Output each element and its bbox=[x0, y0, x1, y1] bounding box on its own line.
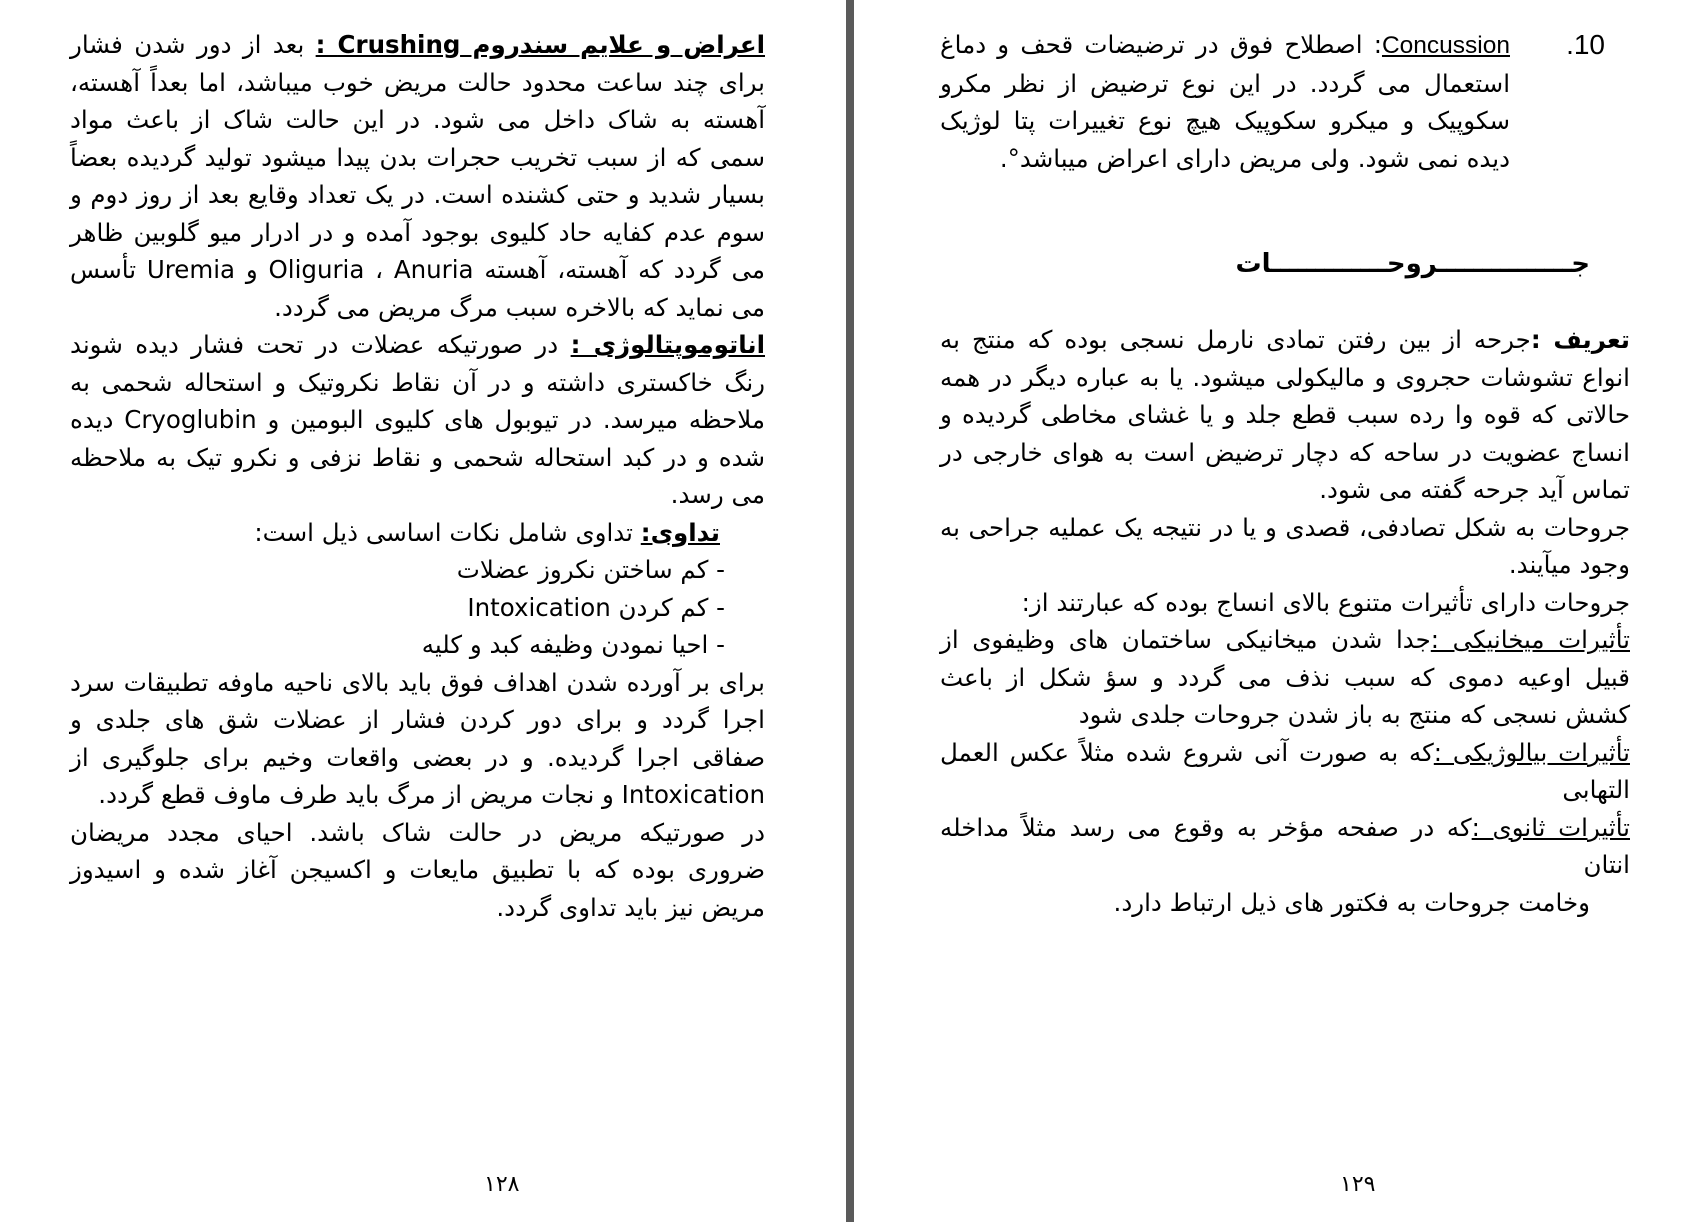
crushing-symptoms-text: بعد از دور شدن فشار برای چند ساعت محدود حالت مریض خوب میباشد، اما بعداً آهسته، آهسته به شاک داخل می شود. در این حالت شاک از باعث مواد سمی که از سبب تخریب حجرات بدن پیدا میشود تولید گردیده بعضاً بسیار شدید و حتی کشنده است. در یک تعداد وقایع بعد از روز دوم و سوم عدم کفایه حاد کلیوی بوجود آمده و در ادرار میو گلوبین ظاهر می گردد که آهسته، آهسته Oliguria ، Anuria و Uremia تأسس می نماید که بالاخره سبب مرگ مریض می گردد. bbox=[70, 30, 766, 322]
effect-secondary-text: که در صفحه مؤخر به وقوع می رسد مثلاً مداخله انتان bbox=[940, 812, 1630, 879]
effect-secondary bbox=[940, 809, 1630, 884]
left-page bbox=[70, 26, 765, 926]
severity-paragraph: وخامت جروحات به فکتور های ذیل ارتباط دارد. bbox=[1113, 887, 1590, 917]
wound-causes-paragraph: جروحات به شکل تصادفی، قصدی و یا در نتیجه یک عملیه جراحی به وجود میآیند. bbox=[940, 512, 1630, 579]
definition-text: جرحه از بین رفتن تمادی نارمل نسجی بوده که منتج به انواع تشوشات حجروی و مالیکولی میشود. یا به عباره دیگر در همه حالاتی که قوه وا رده سبب قطع جلد و یا غشای مخاطی گردیده و انساج عضویت در ساحه که دچار ترضیض است به هوای خارجی در تماس آید جرحه گفته می شود. bbox=[940, 325, 1630, 504]
treatment-bullet-2: - کم کردن Intoxication bbox=[467, 592, 725, 622]
pathology-heading: اناتوموپتالوژی : bbox=[570, 330, 765, 359]
crushing-symptoms-heading: اعراض و علایم سندروم Crushing : bbox=[315, 30, 765, 59]
concussion-item bbox=[940, 26, 1630, 177]
right-page bbox=[940, 26, 1630, 921]
definition-label: تعریف : bbox=[1530, 325, 1630, 354]
pathology-paragraph bbox=[70, 326, 765, 514]
treatment-bullet-3: - احیا نمودن وظیفه کبد و کلیه bbox=[421, 630, 725, 659]
effect-biological bbox=[940, 734, 1630, 809]
treatment-heading: تداوی: bbox=[640, 517, 720, 547]
treatment-paragraph bbox=[70, 514, 765, 552]
effect-mechanical-text: جدا شدن میخانیکی ساختمان های وظیفوی از قبیل اوعیه دموی که سبب نذف می گردد و سؤ شکل از باعث کشش نسجی که منتج به باز شدن جروحات جلدی شود bbox=[940, 625, 1630, 729]
effect-biological-label: تأثیرات بیالوژیکی : bbox=[1433, 737, 1630, 767]
shock-paragraph: در صورتیکه مریض در حالت شاک باشد. احیای مجدد مریضان ضروری بوده که با تطبیق مایعات و اکسیجن آغاز شده و اسیدوز مریض نیز باید تداوی گردد. bbox=[70, 817, 765, 922]
cold-application-paragraph: برای بر آورده شدن اهداف فوق باید بالای ناحیه ماوفه تطبیقات سرد اجرا گردد و برای دور کردن فشار از عضلات شق های جلدی و صفاقی اجرا گردیده. و در بعضی واقعات وخیم برای جلوگیری از Intoxication و نجات مریض از مرگ باید طرف ماوف قطع گردد. bbox=[70, 667, 765, 809]
right-page-number: ۱۲۹ bbox=[1340, 1172, 1376, 1197]
effect-biological-text: که به صورت آنی شروع شده مثلاً عکس العمل التهابی bbox=[940, 737, 1630, 804]
left-page-number: ۱۲۸ bbox=[484, 1172, 520, 1197]
crushing-symptoms-paragraph bbox=[70, 26, 765, 326]
effect-mechanical bbox=[940, 621, 1630, 734]
item-number: 10. bbox=[1566, 29, 1605, 60]
definition-paragraph bbox=[940, 321, 1630, 509]
concussion-term: Concussion bbox=[1381, 32, 1510, 59]
concussion-text: : اصطلاح فوق در ترضیضات قحف و دماغ استعمال می گردد. در این نوع ترضیض از نظر مکرو سکوپیک و میکرو سکوپیک هیچ نوع تغییرات پتا لوژیک دیده نمی شود. ولی مریض دارای اعراض میباشد°. bbox=[940, 30, 1510, 173]
effect-secondary-label: تأثیرات ثانوی : bbox=[1471, 812, 1630, 842]
effect-mechanical-label: تأثیرات میخانیکی : bbox=[1430, 625, 1630, 654]
treatment-bullet-1: - کم ساختن نکروز عضلات bbox=[456, 555, 725, 584]
wounds-section-title: جـــــــــــــــروحـــــــــــــات bbox=[1235, 249, 1590, 279]
treatment-text: تداوی شامل نکات اساسی ذیل است: bbox=[254, 517, 641, 547]
wound-effects-intro: جروحات دارای تأثیرات متنوع بالای انساج بوده که عبارتند از: bbox=[1021, 587, 1630, 617]
book-gutter bbox=[846, 0, 854, 1222]
pathology-text: در صورتیکه عضلات در تحت فشار دیده شوند رنگ خاکستری داشته و در آن نقاط نکروتیک و استحاله شحمی به ملاحظه میرسد. در تیوبول های کلیوی البومین و Cryoglubin دیده شده و در کبد استحاله شحمی و نقاط نزفی و نکرو تیک به ملاحظه می رسد. bbox=[70, 330, 766, 509]
